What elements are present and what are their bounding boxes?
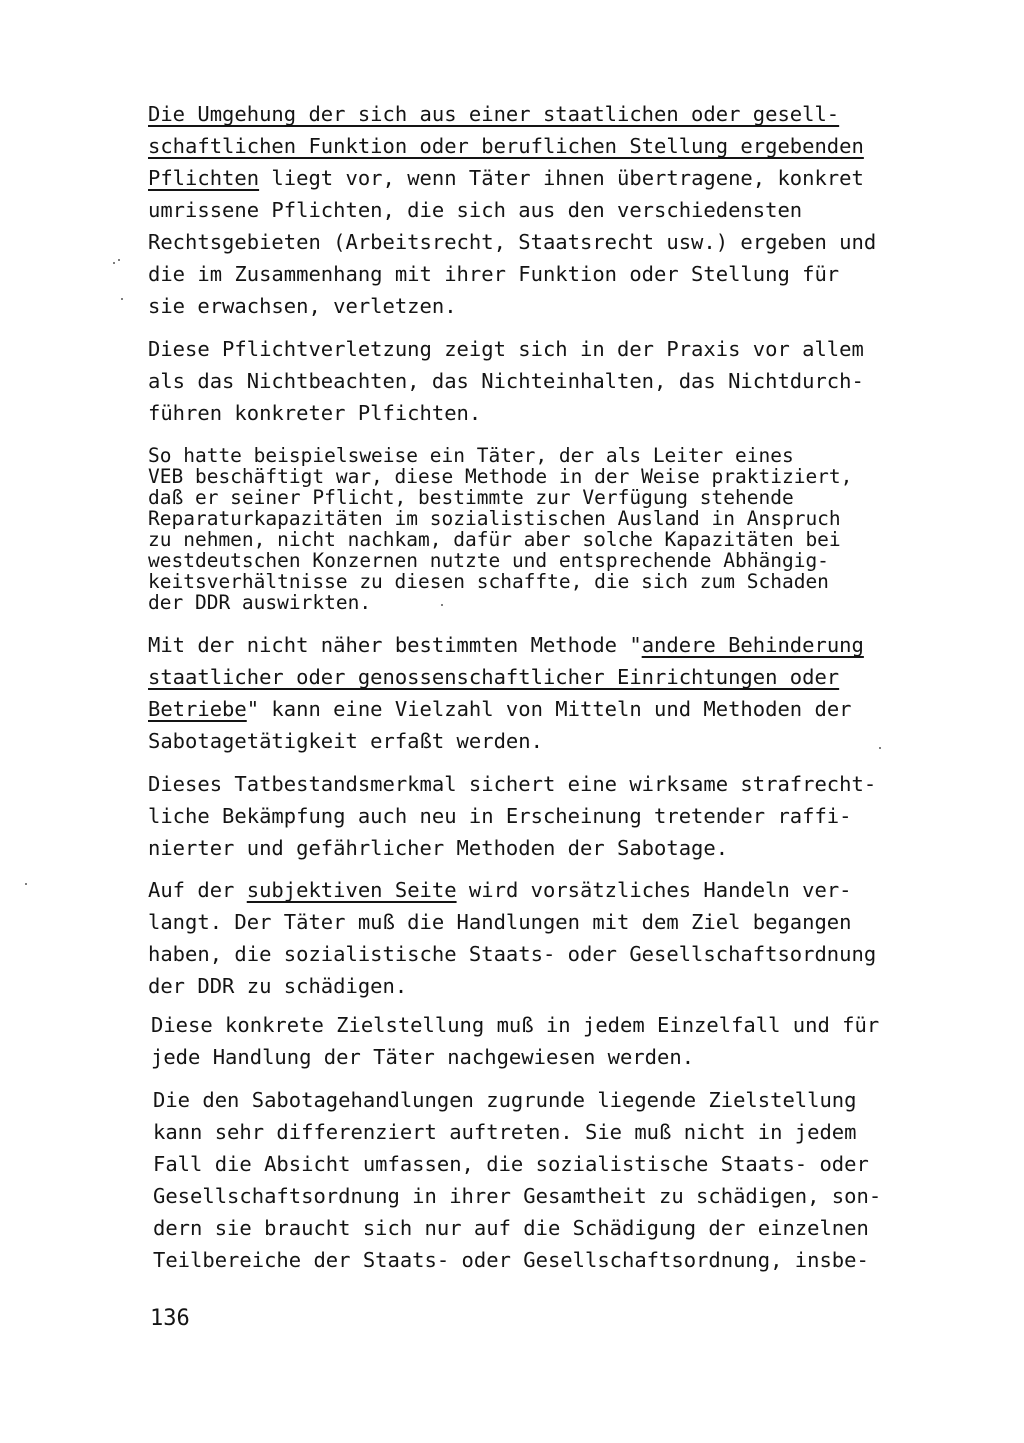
text-line [148, 878, 852, 902]
text-run: Die den Sabotagehandlungen zugrunde liegende Zielstellung [153, 1088, 857, 1112]
scan-speck [118, 259, 120, 261]
text-line [148, 466, 852, 487]
text-run: daß er seiner Pflicht, bestimmte zur Verfügung stehende [148, 486, 794, 509]
text-run: nierter und gefährlicher Methoden der Sabotage. [148, 836, 729, 860]
text-run: kann sehr differenziert auftreten. Sie muß nicht in jedem [153, 1120, 857, 1144]
text-run: haben, die sozialistische Staats- oder Gesellschaftsordnung [148, 942, 877, 966]
text-run: Teilbereiche der Staats- oder Gesellschaftsordnung, insbe- [153, 1248, 869, 1272]
text-line [148, 697, 852, 721]
text-line [148, 772, 876, 796]
scan-speck [441, 604, 443, 606]
text-run: Auf der [148, 878, 247, 902]
text-line [148, 665, 839, 689]
underlined-text: subjektiven Seite [246, 878, 457, 902]
text-run: der DDR auswirkten. [148, 591, 372, 614]
scan-speck [879, 747, 881, 749]
text-line [148, 198, 802, 222]
text-line [148, 369, 864, 393]
text-run: als das Nichtbeachten, das Nichteinhalten, das Nichtdurch- [148, 369, 864, 393]
text-line [148, 942, 876, 966]
text-line [148, 166, 864, 190]
text-line [148, 134, 864, 158]
text-run: führen konkreter Plfichten. [148, 401, 482, 425]
text-run: langt. Der Täter muß die Handlungen mit dem Ziel begangen [148, 910, 852, 934]
underlined-text: Die Umgehung der sich aus einer staatlichen oder gesell- [148, 102, 840, 126]
text-line [151, 1045, 694, 1069]
text-line [148, 592, 371, 613]
text-run: Rechtsgebieten (Arbeitsrecht, Staatsrecht usw.) ergeben und [148, 230, 877, 254]
text-line [148, 804, 852, 828]
text-run: dern sie braucht sich nur auf die Schädigung der einzelnen [153, 1216, 869, 1240]
text-run: jede Handlung der Täter nachgewiesen werden. [151, 1045, 695, 1069]
underlined-text: Pflichten [148, 166, 260, 190]
text-run: So hatte beispielsweise ein Täter, der als Leiter eines [148, 444, 794, 467]
text-line [148, 294, 457, 318]
text-run: westdeutschen Konzernen nutzte und entsprechende Abhängig- [148, 549, 829, 572]
text-run: Diese Pflichtverletzung zeigt sich in der Praxis vor allem [148, 337, 864, 361]
text-run: Sabotagetätigkeit erfaßt werden. [148, 729, 543, 753]
text-run: keitsverhältnisse zu diesen schaffte, die sich zum Schaden [148, 570, 829, 593]
text-line [153, 1152, 869, 1176]
text-line [148, 633, 864, 657]
text-line [153, 1216, 869, 1240]
text-run: der DDR zu schädigen. [148, 974, 408, 998]
text-line [148, 550, 829, 571]
underlined-text: andere Behinderung [641, 633, 864, 657]
text-line [148, 401, 481, 425]
text-line [153, 1088, 857, 1112]
scan-speck [25, 883, 27, 885]
text-line [153, 1248, 869, 1272]
text-run: Dieses Tatbestandsmerkmal sichert eine wirksame strafrecht- [148, 772, 877, 796]
text-run: Reparaturkapazitäten im sozialistischen Ausland in Anspruch [148, 507, 841, 530]
text-run: Mit der nicht näher bestimmten Methode " [148, 633, 642, 657]
underlined-text: Betriebe [148, 697, 247, 721]
text-run: Gesellschaftsordnung in ihrer Gesamtheit zu schädigen, son- [153, 1184, 882, 1208]
text-run: wird vorsätzliches Handeln ver- [456, 878, 852, 902]
text-run: Fall die Absicht umfassen, die sozialistische Staats- oder [153, 1152, 869, 1176]
text-line [148, 910, 852, 934]
text-line [153, 1120, 857, 1144]
underlined-text: staatlicher oder genossenschaftlicher Einrichtungen oder [148, 665, 840, 689]
text-line [148, 529, 841, 550]
text-run: " kann eine Vielzahl von Mitteln und Methoden der [246, 697, 852, 721]
text-run: liche Bekämpfung auch neu in Erscheinung tretender raffi- [148, 804, 852, 828]
text-run: Diese konkrete Zielstellung muß in jedem Einzelfall und für [151, 1013, 880, 1037]
text-line [153, 1184, 881, 1208]
text-run: sie erwachsen, verletzen. [148, 294, 457, 318]
scan-speck [121, 298, 123, 300]
text-line [148, 487, 794, 508]
page-number: 136 [150, 1306, 190, 1331]
text-line [148, 836, 728, 860]
underlined-text: schaftlichen Funktion oder beruflichen Stellung ergebenden [148, 134, 864, 158]
text-line [148, 102, 839, 126]
text-line [148, 445, 794, 466]
scan-speck [113, 262, 115, 264]
text-run: umrissene Pflichten, die sich aus den verschiedensten [148, 198, 803, 222]
text-line [148, 508, 841, 529]
text-line [148, 337, 864, 361]
text-run: VEB beschäftigt war, diese Methode in der Weise praktiziert, [148, 465, 853, 488]
text-line [148, 262, 839, 286]
text-line [148, 230, 876, 254]
text-run: die im Zusammenhang mit ihrer Funktion oder Stellung für [148, 262, 840, 286]
text-run: zu nehmen, nicht nachkam, dafür aber solche Kapazitäten bei [148, 528, 841, 551]
text-line [151, 1013, 879, 1037]
text-line [148, 571, 829, 592]
text-run: liegt vor, wenn Täter ihnen übertragene, konkret [259, 166, 864, 190]
text-line [148, 729, 543, 753]
text-line [148, 974, 407, 998]
